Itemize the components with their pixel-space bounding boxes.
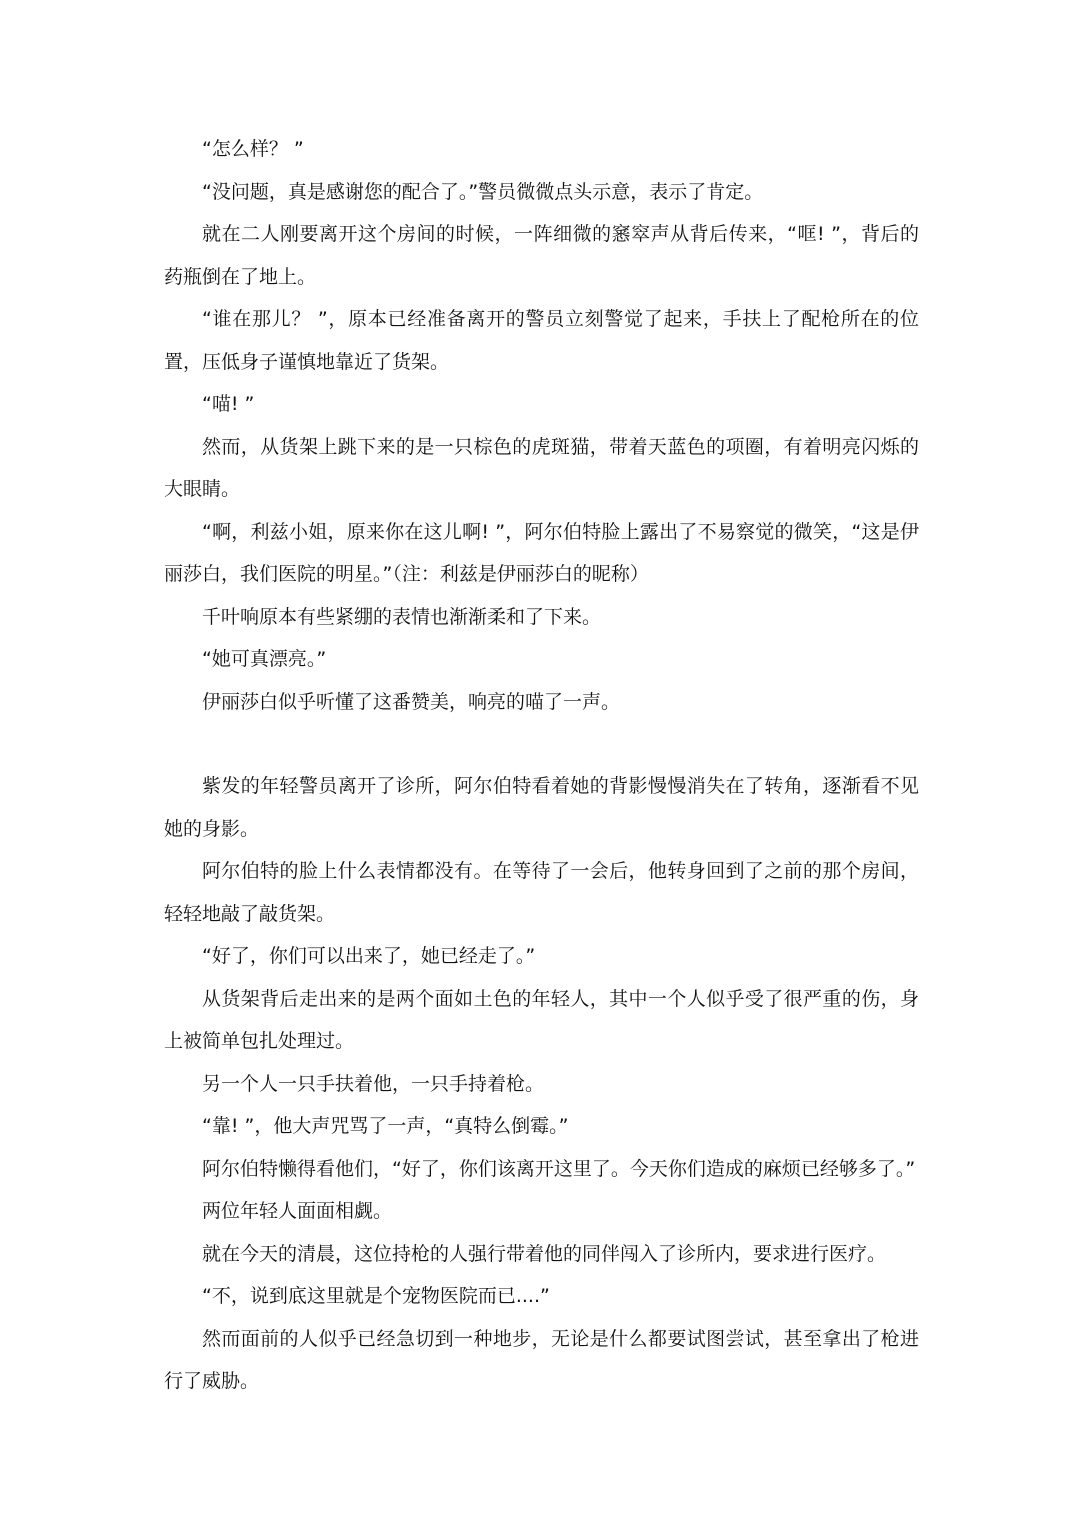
paragraph: “怎么样？ ” — [202, 138, 304, 160]
paragraph: 千叶响原本有些紧绷的表情也渐渐柔和了下来。 — [202, 605, 602, 628]
paragraph: “好了，你们可以出来了，她已经走了。” — [202, 945, 536, 967]
paragraph: 阿尔伯特的脸上什么表情都没有。在等待了一会后，他转身回到了之前的那个房间，轻轻地敲了敲货架。 — [164, 860, 919, 925]
paragraph: 两位年轻人面面相觑。 — [202, 1200, 393, 1222]
paragraph: 另一个人一只手扶着他，一只手持着枪。 — [202, 1072, 545, 1095]
paragraph: “谁在那儿？ ”，原本已经准备离开的警员立刻警觉了起来，手扶上了配枪所在的位置，压低身子谨慎地靠近了货架。 — [164, 308, 919, 373]
paragraph: 伊丽莎白似乎听懂了这番赞美，响亮的喵了一声。 — [202, 690, 621, 713]
paragraph: “喵! ” — [202, 393, 255, 415]
paragraph: 从货架背后走出来的是两个面如土色的年轻人，其中一个人似乎受了很严重的伤，身上被简单包扎处理过。 — [164, 987, 919, 1052]
paragraph: 阿尔伯特懒得看他们，“好了，你们该离开这里了。今天你们造成的麻烦已经够多了。” — [202, 1157, 916, 1180]
paragraph: “靠! ”，他大声咒骂了一声，“真特么倒霉。” — [202, 1115, 569, 1137]
paragraph: “没问题，真是感谢您的配合了。”警员微微点头示意，表示了肯定。 — [202, 180, 764, 203]
paragraph: 紫发的年轻警员离开了诊所，阿尔伯特看着她的背影慢慢消失在了转角，逐渐看不见她的身影。 — [164, 775, 919, 840]
paragraph: 然而面前的人似乎已经急切到一种地步，无论是什么都要试图尝试，甚至拿出了枪进行了威胁。 — [164, 1327, 919, 1392]
paragraph: “啊，利兹小姐，原来你在这儿啊! ”，阿尔伯特脸上露出了不易察觉的微笑，“这是伊丽莎白，我们医院的明星。”（注：利兹是伊丽莎白的昵称） — [164, 520, 919, 585]
story-text — [164, 128, 919, 1403]
paragraph: 然而，从货架上跳下来的是一只棕色的虎斑猫，带着天蓝色的项圈，有着明亮闪烁的大眼睛。 — [164, 435, 919, 500]
paragraph: “她可真漂亮。” — [202, 648, 327, 670]
paragraph: “不，说到底这里就是个宠物医院而已....” — [202, 1285, 550, 1307]
section-break — [164, 723, 919, 765]
paragraph: 就在二人刚要离开这个房间的时候，一阵细微的窸窣声从背后传来，“哐! ”，背后的药瓶倒在了地上。 — [164, 223, 919, 288]
paragraph: 就在今天的清晨，这位持枪的人强行带着他的同伴闯入了诊所内，要求进行医疗。 — [202, 1242, 887, 1265]
